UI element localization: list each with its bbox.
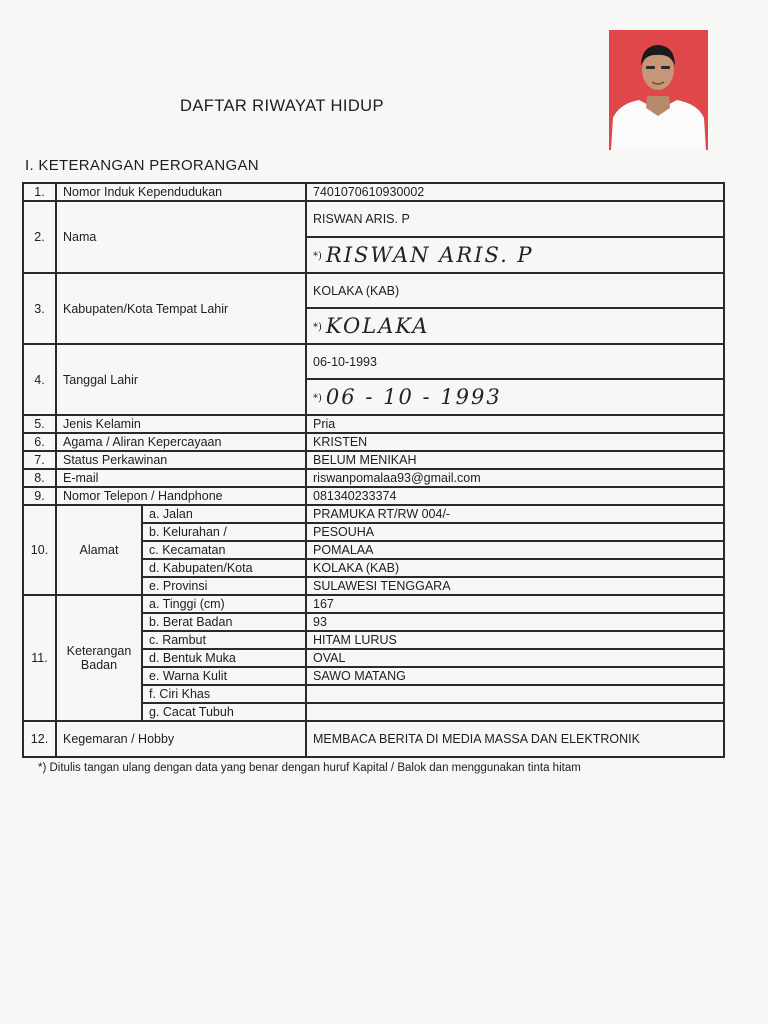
table-row (23, 433, 724, 451)
sub-label: a. Tinggi (cm) (142, 595, 306, 613)
nama-handwritten: *) RISWAN ARIS. P (306, 237, 724, 273)
sub-value: 93 (306, 613, 724, 631)
table-row (23, 201, 724, 237)
field-label: Agama / Aliran Kepercayaan (56, 433, 306, 451)
table-row (23, 344, 724, 379)
row-number: 6. (23, 433, 56, 451)
personal-info-table (22, 182, 725, 758)
section-title: I. KETERANGAN PERORANGAN (25, 157, 259, 174)
sub-label: b. Berat Badan (142, 613, 306, 631)
row-number: 7. (23, 451, 56, 469)
nik-value: 7401070610930002 (306, 183, 724, 201)
field-label: Nomor Induk Kependudukan (56, 183, 306, 201)
row-number: 3. (23, 273, 56, 344)
sub-label: e. Provinsi (142, 577, 306, 595)
field-label: Jenis Kelamin (56, 415, 306, 433)
row-number: 1. (23, 183, 56, 201)
tempat-lahir-value: KOLAKA (KAB) (306, 273, 724, 308)
footnote: *) Ditulis tangan ulang dengan data yang benar dengan huruf Kapital / Balok dan menggunakan tinta hitam (38, 762, 581, 774)
tempat-lahir-handwritten: *) KOLAKA (306, 308, 724, 344)
tanggal-lahir-value: 06-10-1993 (306, 344, 724, 379)
sub-label: a. Jalan (142, 505, 306, 523)
sub-label: g. Cacat Tubuh (142, 703, 306, 721)
row-number: 12. (23, 721, 56, 757)
nama-value: RISWAN ARIS. P (306, 201, 724, 237)
table-row (23, 469, 724, 487)
sub-label: d. Bentuk Muka (142, 649, 306, 667)
row-number: 5. (23, 415, 56, 433)
field-label: Tanggal Lahir (56, 344, 306, 415)
sub-value (306, 685, 724, 703)
sub-value: 167 (306, 595, 724, 613)
field-label: Kabupaten/Kota Tempat Lahir (56, 273, 306, 344)
status-value: BELUM MENIKAH (306, 451, 724, 469)
sub-label: e. Warna Kulit (142, 667, 306, 685)
row-number: 4. (23, 344, 56, 415)
agama-value: KRISTEN (306, 433, 724, 451)
sub-value: OVAL (306, 649, 724, 667)
sub-label: b. Kelurahan / (142, 523, 306, 541)
row-number: 2. (23, 201, 56, 273)
sub-label: d. Kabupaten/Kota (142, 559, 306, 577)
email-value: riswanpomalaa93@gmail.com (306, 469, 724, 487)
row-number: 8. (23, 469, 56, 487)
table-row (23, 721, 724, 757)
row-number: 10. (23, 505, 56, 595)
table-row (23, 505, 724, 523)
jenis-kelamin-value: Pria (306, 415, 724, 433)
tanggal-lahir-handwritten: *) 06 - 10 - 1993 (306, 379, 724, 415)
field-label: Keterangan Badan (56, 595, 142, 721)
table-row (23, 273, 724, 308)
sub-label: f. Ciri Khas (142, 685, 306, 703)
table-row (23, 487, 724, 505)
sub-label: c. Rambut (142, 631, 306, 649)
telepon-value: 081340233374 (306, 487, 724, 505)
table-row (23, 595, 724, 613)
sub-value: SULAWESI TENGGARA (306, 577, 724, 595)
field-label: Status Perkawinan (56, 451, 306, 469)
profile-photo (609, 30, 708, 150)
sub-value: SAWO MATANG (306, 667, 724, 685)
sub-value: KOLAKA (KAB) (306, 559, 724, 577)
table-row (23, 415, 724, 433)
row-number: 11. (23, 595, 56, 721)
field-label: E-mail (56, 469, 306, 487)
person-photo-image (609, 30, 708, 150)
sub-label: c. Kecamatan (142, 541, 306, 559)
row-number: 9. (23, 487, 56, 505)
field-label: Alamat (56, 505, 142, 595)
table-row (23, 451, 724, 469)
table-row (23, 183, 724, 201)
field-label: Kegemaran / Hobby (56, 721, 306, 757)
sub-value: PESOUHA (306, 523, 724, 541)
sub-value: POMALAA (306, 541, 724, 559)
hobby-value: MEMBACA BERITA DI MEDIA MASSA DAN ELEKTRONIK (306, 721, 724, 757)
sub-value: PRAMUKA RT/RW 004/- (306, 505, 724, 523)
field-label: Nama (56, 201, 306, 273)
document-title: DAFTAR RIWAYAT HIDUP (180, 97, 384, 115)
field-label: Nomor Telepon / Handphone (56, 487, 306, 505)
sub-value: HITAM LURUS (306, 631, 724, 649)
sub-value (306, 703, 724, 721)
